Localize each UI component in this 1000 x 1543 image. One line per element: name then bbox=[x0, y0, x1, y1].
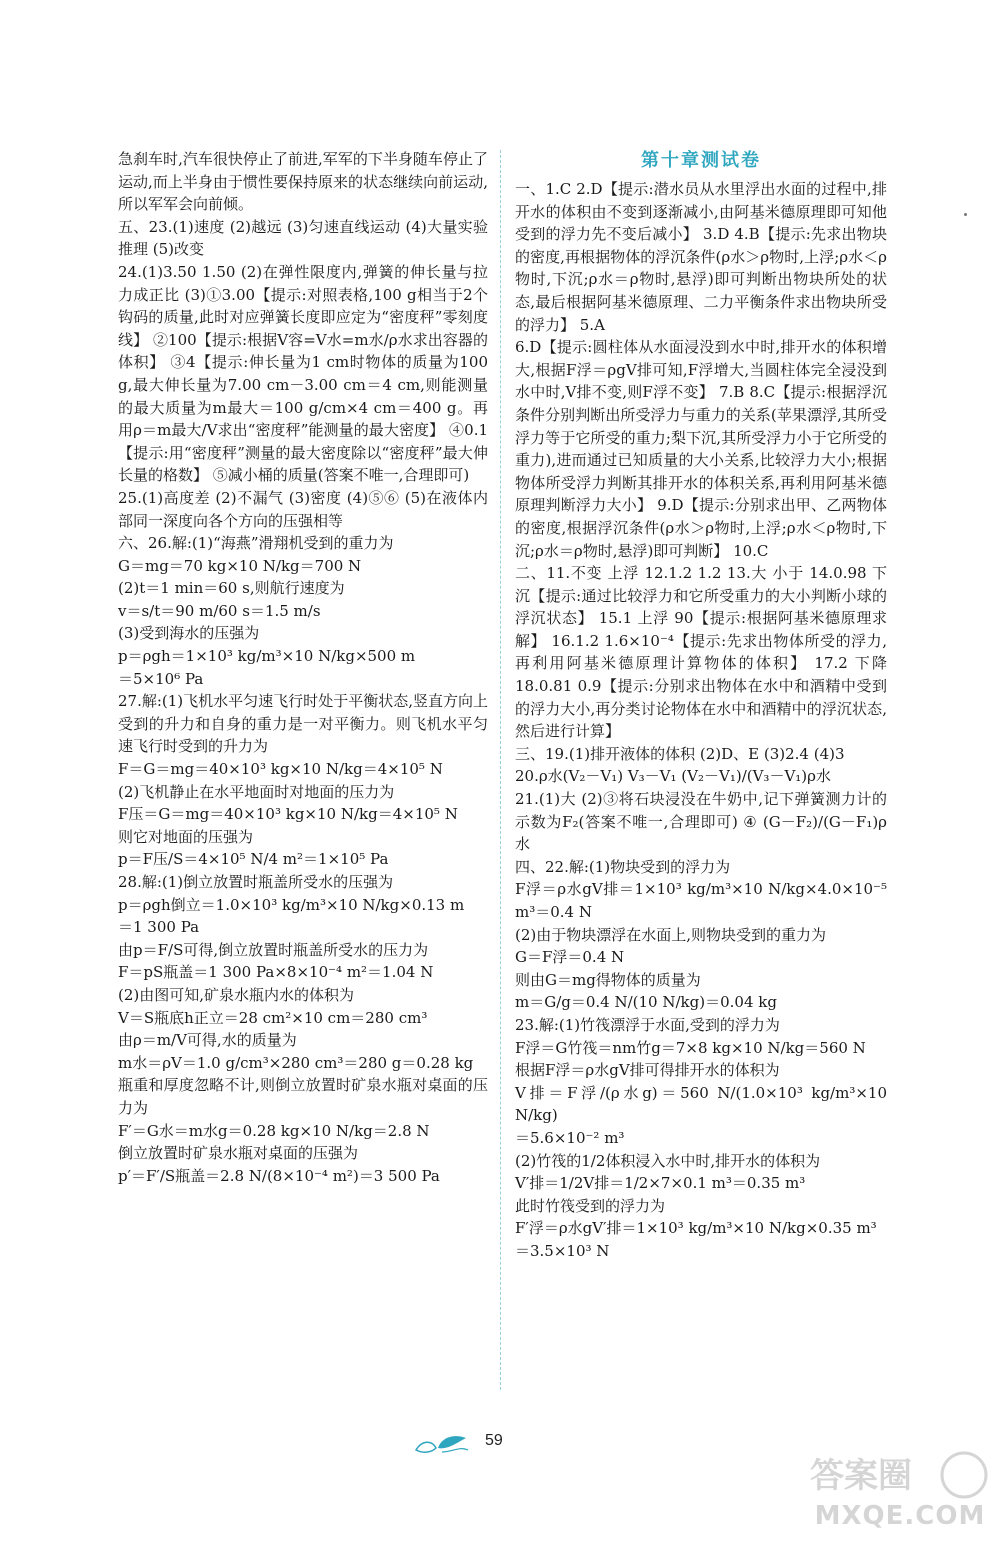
page-number: 59 bbox=[485, 1432, 503, 1449]
right-paragraph: 23.解:(1)竹筏漂浮于水面,受到的浮力为 F浮＝G竹筏＝nm竹g＝7×8 kg×10 N/kg＝560 N 根据F浮＝ρ水gV排可得排开水的体积为 V排＝F浮/(ρ水g)＝560 N/(1.0×10³ kg/m³×10 N/kg) ＝5.6×10⁻² m³ (2)竹筏的1/2体积浸入水中时,排开水的体积为 V′排＝1/2V排＝1/2×7×0.1 m³＝0.35 m³ 此时竹筏受到的浮力为 F′浮＝ρ水gV′排＝1×10³ kg/m³×10 N/kg×0.35 m³ ＝3.5×10³ N bbox=[515, 1015, 887, 1260]
left-paragraph: 27.解:(1)飞机水平匀速飞行时处于平衡状态,竖直方向上受到的升力和自身的重力是一对平衡力。则飞机水平匀速飞行时受到的升力为 F＝G＝mg＝40×10³ kg×10 N/kg＝4×10⁵ N (2)飞机静止在水平地面时对地面的压力为 F压＝G＝mg＝40×10³ kg×10 N/kg＝4×10⁵ N 则它对地面的压强为 p＝F压/S＝4×10⁵ N/4 m²＝1×10⁵ Pa bbox=[118, 692, 488, 869]
watermark-logo-text: 答案圈 bbox=[810, 1456, 912, 1496]
left-paragraph: 五、23.(1)速度 (2)越远 (3)匀速直线运动 (4)大量实验 推理 (5)改变 bbox=[118, 217, 493, 259]
watermark-url: MXQE.COM bbox=[814, 1501, 986, 1531]
margin-dot bbox=[964, 213, 967, 216]
right-paragraph: 6.D【提示:圆柱体从水面浸没到水中时,排开水的体积增大,根据F浮＝ρgV排可知,F浮增大,当圆柱体完全浸没到水中时,V排不变,则F浮不变】 7.B 8.C【提示:根据浮沉条件分别判断出所受浮力与重力的关系(苹果漂浮,其所受浮力等于它所受的重力;梨下沉,其所受浮力小于它所受的重力),进而通过已知质量的大小关系,比较浮力大小;根据物体所受浮力判断其排开水的体积关系,再利用阿基米德原理判断浮力大小】 9.D【提示:分别求出甲、乙两物体的密度,根据浮沉条件(ρ水＞ρ物时,上浮;ρ水＜ρ物时,下沉;ρ水＝ρ物时,悬浮)即可判断】 10.C bbox=[515, 338, 887, 560]
watermark bbox=[800, 1445, 1000, 1543]
right-paragraph: 四、22.解:(1)物块受到的浮力为 F浮＝ρ水gV排＝1×10³ kg/m³×10 N/kg×4.0×10⁻⁵ m³＝0.4 N (2)由于物块漂浮在水面上,则物块受到的重力为 G＝F浮＝0.4 N 则由G＝mg得物体的质量为 m＝G/g＝0.4 N/(10 N/kg)＝0.04 kg bbox=[515, 857, 887, 1012]
chapter-test-title: 第十章测试卷 bbox=[641, 150, 761, 171]
left-paragraph: 六、26.解:(1)“海燕”滑翔机受到的重力为 G＝mg＝70 kg×10 N/kg＝700 N (2)t＝1 min＝60 s,则航行速度为 v＝s/t＝90 m/60 s＝1.5 m/s (3)受到海水的压强为 p＝ρgh＝1×10³ kg/m³×10 N/kg×500 m ＝5×10⁶ Pa bbox=[118, 534, 416, 688]
left-column bbox=[118, 148, 493, 1187]
left-paragraph: 25.(1)高度差 (2)不漏气 (3)密度 (4)⑤⑥ (5)在液体内部同一深度向各个方向的压强相等 bbox=[118, 488, 488, 530]
right-paragraph: 三、19.(1)排开液体的体积 (2)D、E (3)2.4 (4)3 bbox=[515, 744, 845, 763]
left-paragraph: 急刹车时,汽车很快停止了前进,军军的下半身随车停止了运动,而上半身由于惯性要保持原来的状态继续向前运动,所以军军会向前倾。 bbox=[118, 150, 488, 214]
right-paragraph: 二、11.不变 上浮 12.1.2 1.2 13.大 小于 14.0.98 下沉【提示:通过比较浮力和它所受重力的大小判断小球的浮沉状态】 15.1 上浮 90【提示:根据阿基米德原理求解】 16.1.2 1.6×10⁻⁴【提示:先求出物体所受的浮力,再利用阿基米德原理计算物体的体积】 17.2 下降 18.0.81 0.9【提示:分别求出物体在水中和酒精中受到的浮力大小,再分类讨论物体在水中和酒精中的浮沉状态,然后进行计算】 bbox=[515, 564, 892, 741]
left-paragraph: 28.解:(1)倒立放置时瓶盖所受水的压强为 p＝ρgh倒立＝1.0×10³ kg/m³×10 N/kg×0.13 m ＝1 300 Pa 由p＝F/S可得,倒立放置时瓶盖所受水的压力为 F＝pS瓶盖＝1 300 Pa×8×10⁻⁴ m²＝1.04 N (2)由图可知,矿泉水瓶内水的体积为 V＝S瓶底h正立＝28 cm²×10 cm＝280 cm³ 由ρ＝m/V可得,水的质量为 m水＝ρV＝1.0 g/cm³×280 cm³＝280 g＝0.28 kg 瓶重和厚度忽略不计,则倒立放置时矿泉水瓶对桌面的压力为 F′＝G水＝m水g＝0.28 kg×10 N/kg＝2.8 N 倒立放置时矿泉水瓶对桌面的压强为 p′＝F′/S瓶盖＝2.8 N/(8×10⁻⁴ m²)＝3 500 Pa bbox=[118, 873, 488, 1185]
watermark-logo-icon bbox=[800, 1445, 1000, 1505]
right-paragraph: 21.(1)大 (2)③将石块浸没在牛奶中,记下弹簧测力计的示数为F₂(答案不唯一,合理即可) ④ (G－F₂)/(G－F₁)ρ水 bbox=[515, 790, 887, 854]
left-paragraph: 24.(1)3.50 1.50 (2)在弹性限度内,弹簧的伸长量与拉力成正比 (3)①3.00【提示:对照表格,100 g相当于2个钩码的质量,此时对应弹簧长度即应定为“密度秤”零刻度线】 ②100【提示:根据V容=V水=m水/ρ水求出容器的体积】 ③4【提示:伸长量为1 cm时物体的质量为100 g,最大伸长量为7.00 cm－3.00 cm＝4 cm,则能测量的最大质量为m最大＝100 g/cm×4 cm＝400 g。再用ρ＝m最大/V求出“密度秤”能测量的最大密度】 ④0.1【提示:用“密度秤”测量的最大密度除以“密度秤”最大伸长量的格数】 ⑤减小桶的质量(答案不唯一,合理即可) bbox=[118, 262, 493, 485]
column-divider bbox=[500, 150, 501, 1390]
right-paragraph: 20.ρ水(V₂－V₁) V₃－V₁ (V₂－V₁)/(V₃－V₁)ρ水 bbox=[515, 767, 831, 786]
right-column bbox=[515, 148, 892, 1263]
right-paragraph: 一、1.C 2.D【提示:潜水员从水里浮出水面的过程中,排开水的体积由不变到逐渐减小,由阿基米德原理即可知他受到的浮力先不变后减小】 3.D 4.B【提示:先求出物块的密度,再根据物体的浮沉条件(ρ水＞ρ物时,上浮;ρ水＜ρ物时,下沉;ρ水＝ρ物时,悬浮)即可判断出物块所处的状态,最后根据阿基米德原理、二力平衡条件求出物块所受的浮力】 5.A bbox=[515, 180, 887, 334]
leaf-ornament-icon bbox=[412, 1430, 472, 1460]
